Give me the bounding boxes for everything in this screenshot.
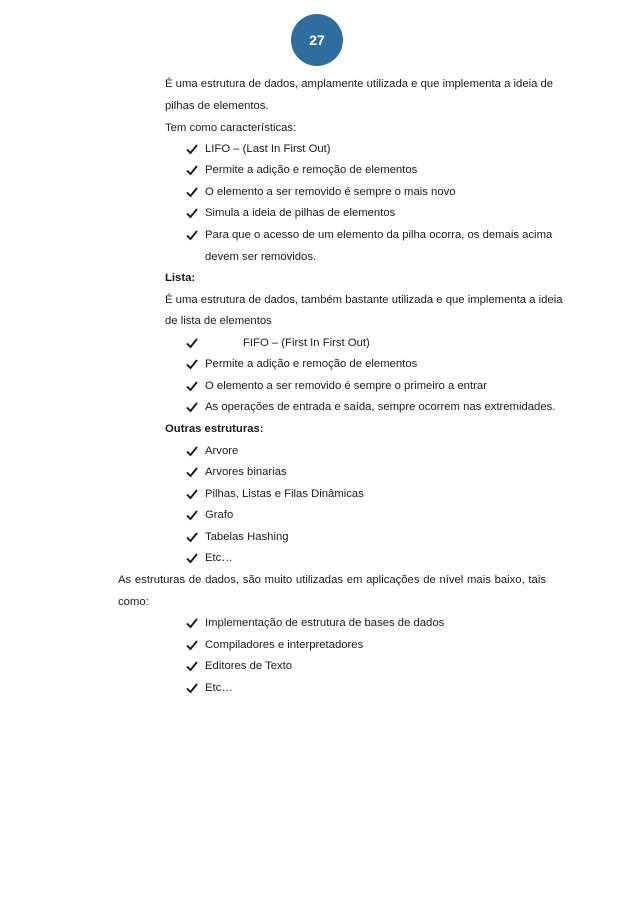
checkmark-icon [186,142,198,156]
lista-item: FIFO – (First In First Out) [243,337,370,349]
outras-item: Grafo [205,509,234,521]
pilha-item: Simula a ideia de pilhas de elementos [205,207,396,219]
checkmark-icon [186,487,198,501]
checkmark-icon [186,228,198,242]
lista-heading: Lista: [165,272,196,284]
outras-item: Etc… [205,552,233,564]
lista-item: Permite a adição e remoção de elementos [205,358,418,370]
checkmark-icon [186,465,198,479]
checkmark-icon [186,185,198,199]
pilha-desc-line2: pilhas de elementos. [165,100,269,112]
checkmark-icon [186,357,198,371]
checkmark-icon [186,379,198,393]
checkmark-icon [186,681,198,695]
checkmark-icon [186,336,198,350]
pilha-item: LIFO – (Last In First Out) [205,143,331,155]
outras-heading: Outras estruturas: [165,423,264,435]
outras-item: Pilhas, Listas e Filas Dinâmicas [205,488,364,500]
outras-item: Arvores binarias [205,466,287,478]
checkmark-icon [186,400,198,414]
checkmark-icon [186,444,198,458]
checkmark-icon [186,638,198,652]
pilha-item: Para que o acesso de um elemento da pilha ocorra, os demais acima [205,229,553,241]
checkmark-icon [186,508,198,522]
conclusao-item: Implementação de estrutura de bases de dados [205,617,445,629]
checkmark-icon [186,163,198,177]
pilha-item: Permite a adição e remoção de elementos [205,164,418,176]
conclusao-item: Editores de Texto [205,660,293,672]
caracteristicas-label: Tem como características: [165,122,297,134]
checkmark-icon [186,530,198,544]
outras-item: Arvore [205,445,239,457]
conclusao-line2: como: [118,596,149,608]
conclusao-item: Etc… [205,682,233,694]
lista-desc-line2: de lista de elementos [165,315,272,327]
lista-item: O elemento a ser removido é sempre o primeiro a entrar [205,380,487,392]
pilha-item: O elemento a ser removido é sempre o mais novo [205,186,456,198]
pilha-desc-line1: É uma estrutura de dados, amplamente utilizada e que implementa a ideia de [165,78,554,90]
conclusao-item: Compiladores e interpretadores [205,639,364,651]
pilha-item-continuation: devem ser removidos. [205,251,317,263]
lista-desc-line1: É uma estrutura de dados, também bastante utilizada e que implementa a ideia [165,294,563,306]
checkmark-icon [186,616,198,630]
outras-item: Tabelas Hashing [205,531,289,543]
page-number-badge [291,14,343,66]
page-number: 27 [309,32,325,48]
conclusao-line1: As estruturas de dados, são muito utilizadas em aplicações de nível mais baixo, tais [118,574,546,586]
checkmark-icon [186,206,198,220]
checkmark-icon [186,659,198,673]
checkmark-icon [186,551,198,565]
lista-item: As operações de entrada e saída, sempre ocorrem nas extremidades. [205,401,556,413]
